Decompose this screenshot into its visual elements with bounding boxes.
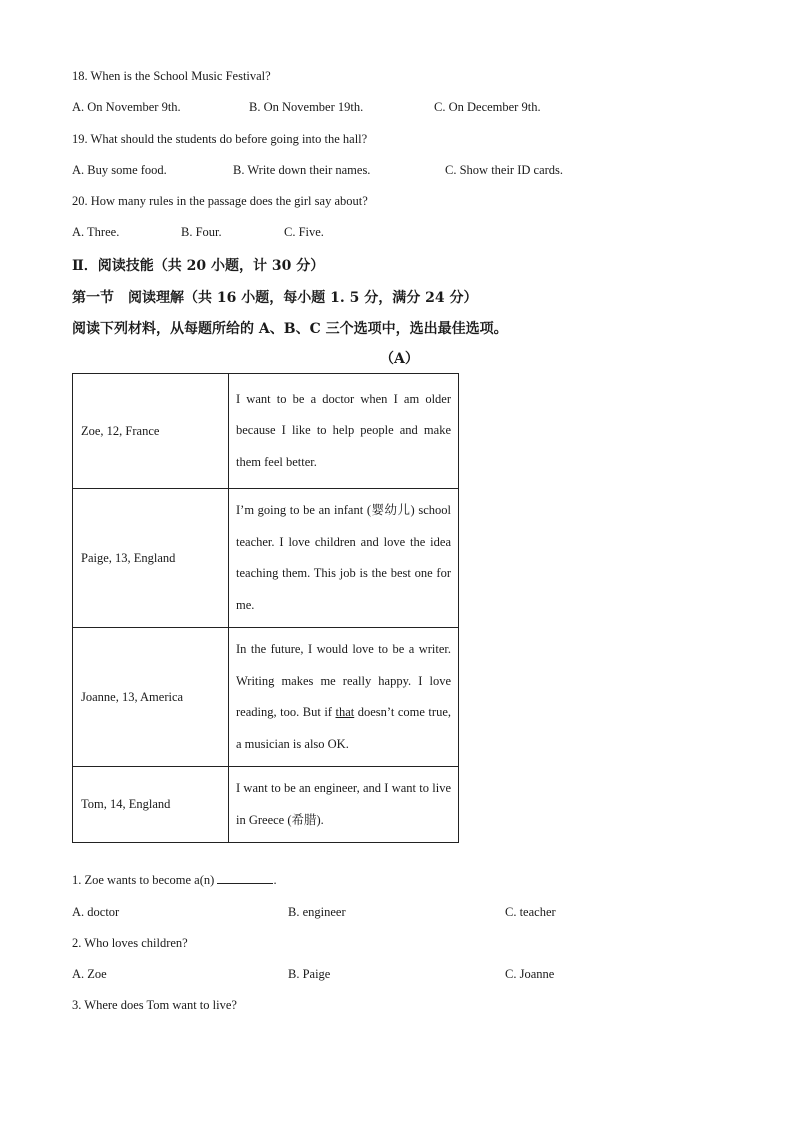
person-joanne: Joanne, 13, America xyxy=(73,628,229,767)
option-20b: B. Four. xyxy=(181,225,222,239)
statement-tom: I want to be an engineer, and I want to live in Greece (希腊). xyxy=(229,767,459,843)
table-row xyxy=(73,489,459,628)
question-2: 2. Who loves children? xyxy=(72,936,188,950)
question-1-end: . xyxy=(273,873,277,887)
statement-joanne-start: In the future, I would love to be a writer. Writing makes me really happy. I love reading, too. But if xyxy=(236,642,451,719)
question-1 xyxy=(72,873,277,888)
table-row xyxy=(73,767,459,843)
statement-joanne-end: doesn’t come true, a musician is also OK. xyxy=(236,705,451,751)
option-20a: A. Three. xyxy=(72,225,120,239)
option-1a: A. doctor xyxy=(72,905,120,919)
option-1c: C. teacher xyxy=(505,905,556,919)
table-row xyxy=(73,374,459,489)
statement-zoe: I want to be a doctor when I am older because I like to help people and make them feel better. xyxy=(229,374,459,489)
underlined-word: that xyxy=(335,705,355,719)
answer-blank xyxy=(217,873,273,884)
question-3: 3. Where does Tom want to live? xyxy=(72,998,237,1012)
option-19b: B. Write down their names. xyxy=(233,163,371,177)
option-1b: B. engineer xyxy=(288,905,346,919)
table-row xyxy=(73,628,459,767)
option-18b: B. On November 19th. xyxy=(249,100,364,114)
passage-label: （A） xyxy=(380,351,419,367)
statement-paige: I’m going to be an infant (婴幼儿) school teacher. I love children and love the idea teaching them. This job is the best one for me. xyxy=(229,489,459,628)
passage-table xyxy=(72,373,459,843)
person-tom: Tom, 14, England xyxy=(73,767,229,843)
question-18: 18. When is the School Music Festival? xyxy=(72,69,271,83)
option-18c: C. On December 9th. xyxy=(434,100,541,114)
question-19: 19. What should the students do before going into the hall? xyxy=(72,132,368,146)
option-20c: C. Five. xyxy=(284,225,324,239)
question-20: 20. How many rules in the passage does the girl say about? xyxy=(72,194,368,208)
part-title: 第一节 阅读理解（共 16 小题，每小题 1. 5 分，满分 24 分） xyxy=(72,290,478,306)
section-title: Ⅱ．阅读技能（共 20 小题，计 30 分） xyxy=(72,258,325,274)
person-paige: Paige, 13, England xyxy=(73,489,229,628)
option-19a: A. Buy some food. xyxy=(72,163,167,177)
option-2b: B. Paige xyxy=(288,967,331,981)
person-zoe: Zoe, 12, France xyxy=(73,374,229,489)
instruction: 阅读下列材料，从每题所给的 A、B、C 三个选项中，选出最佳选项。 xyxy=(72,321,508,337)
option-18a: A. On November 9th. xyxy=(72,100,181,114)
option-19c: C. Show their ID cards. xyxy=(445,163,564,177)
option-2c: C. Joanne xyxy=(505,967,555,981)
option-2a: A. Zoe xyxy=(72,967,107,981)
question-1-text: 1. Zoe wants to become a(n) xyxy=(72,873,218,887)
statement-joanne xyxy=(229,628,459,767)
